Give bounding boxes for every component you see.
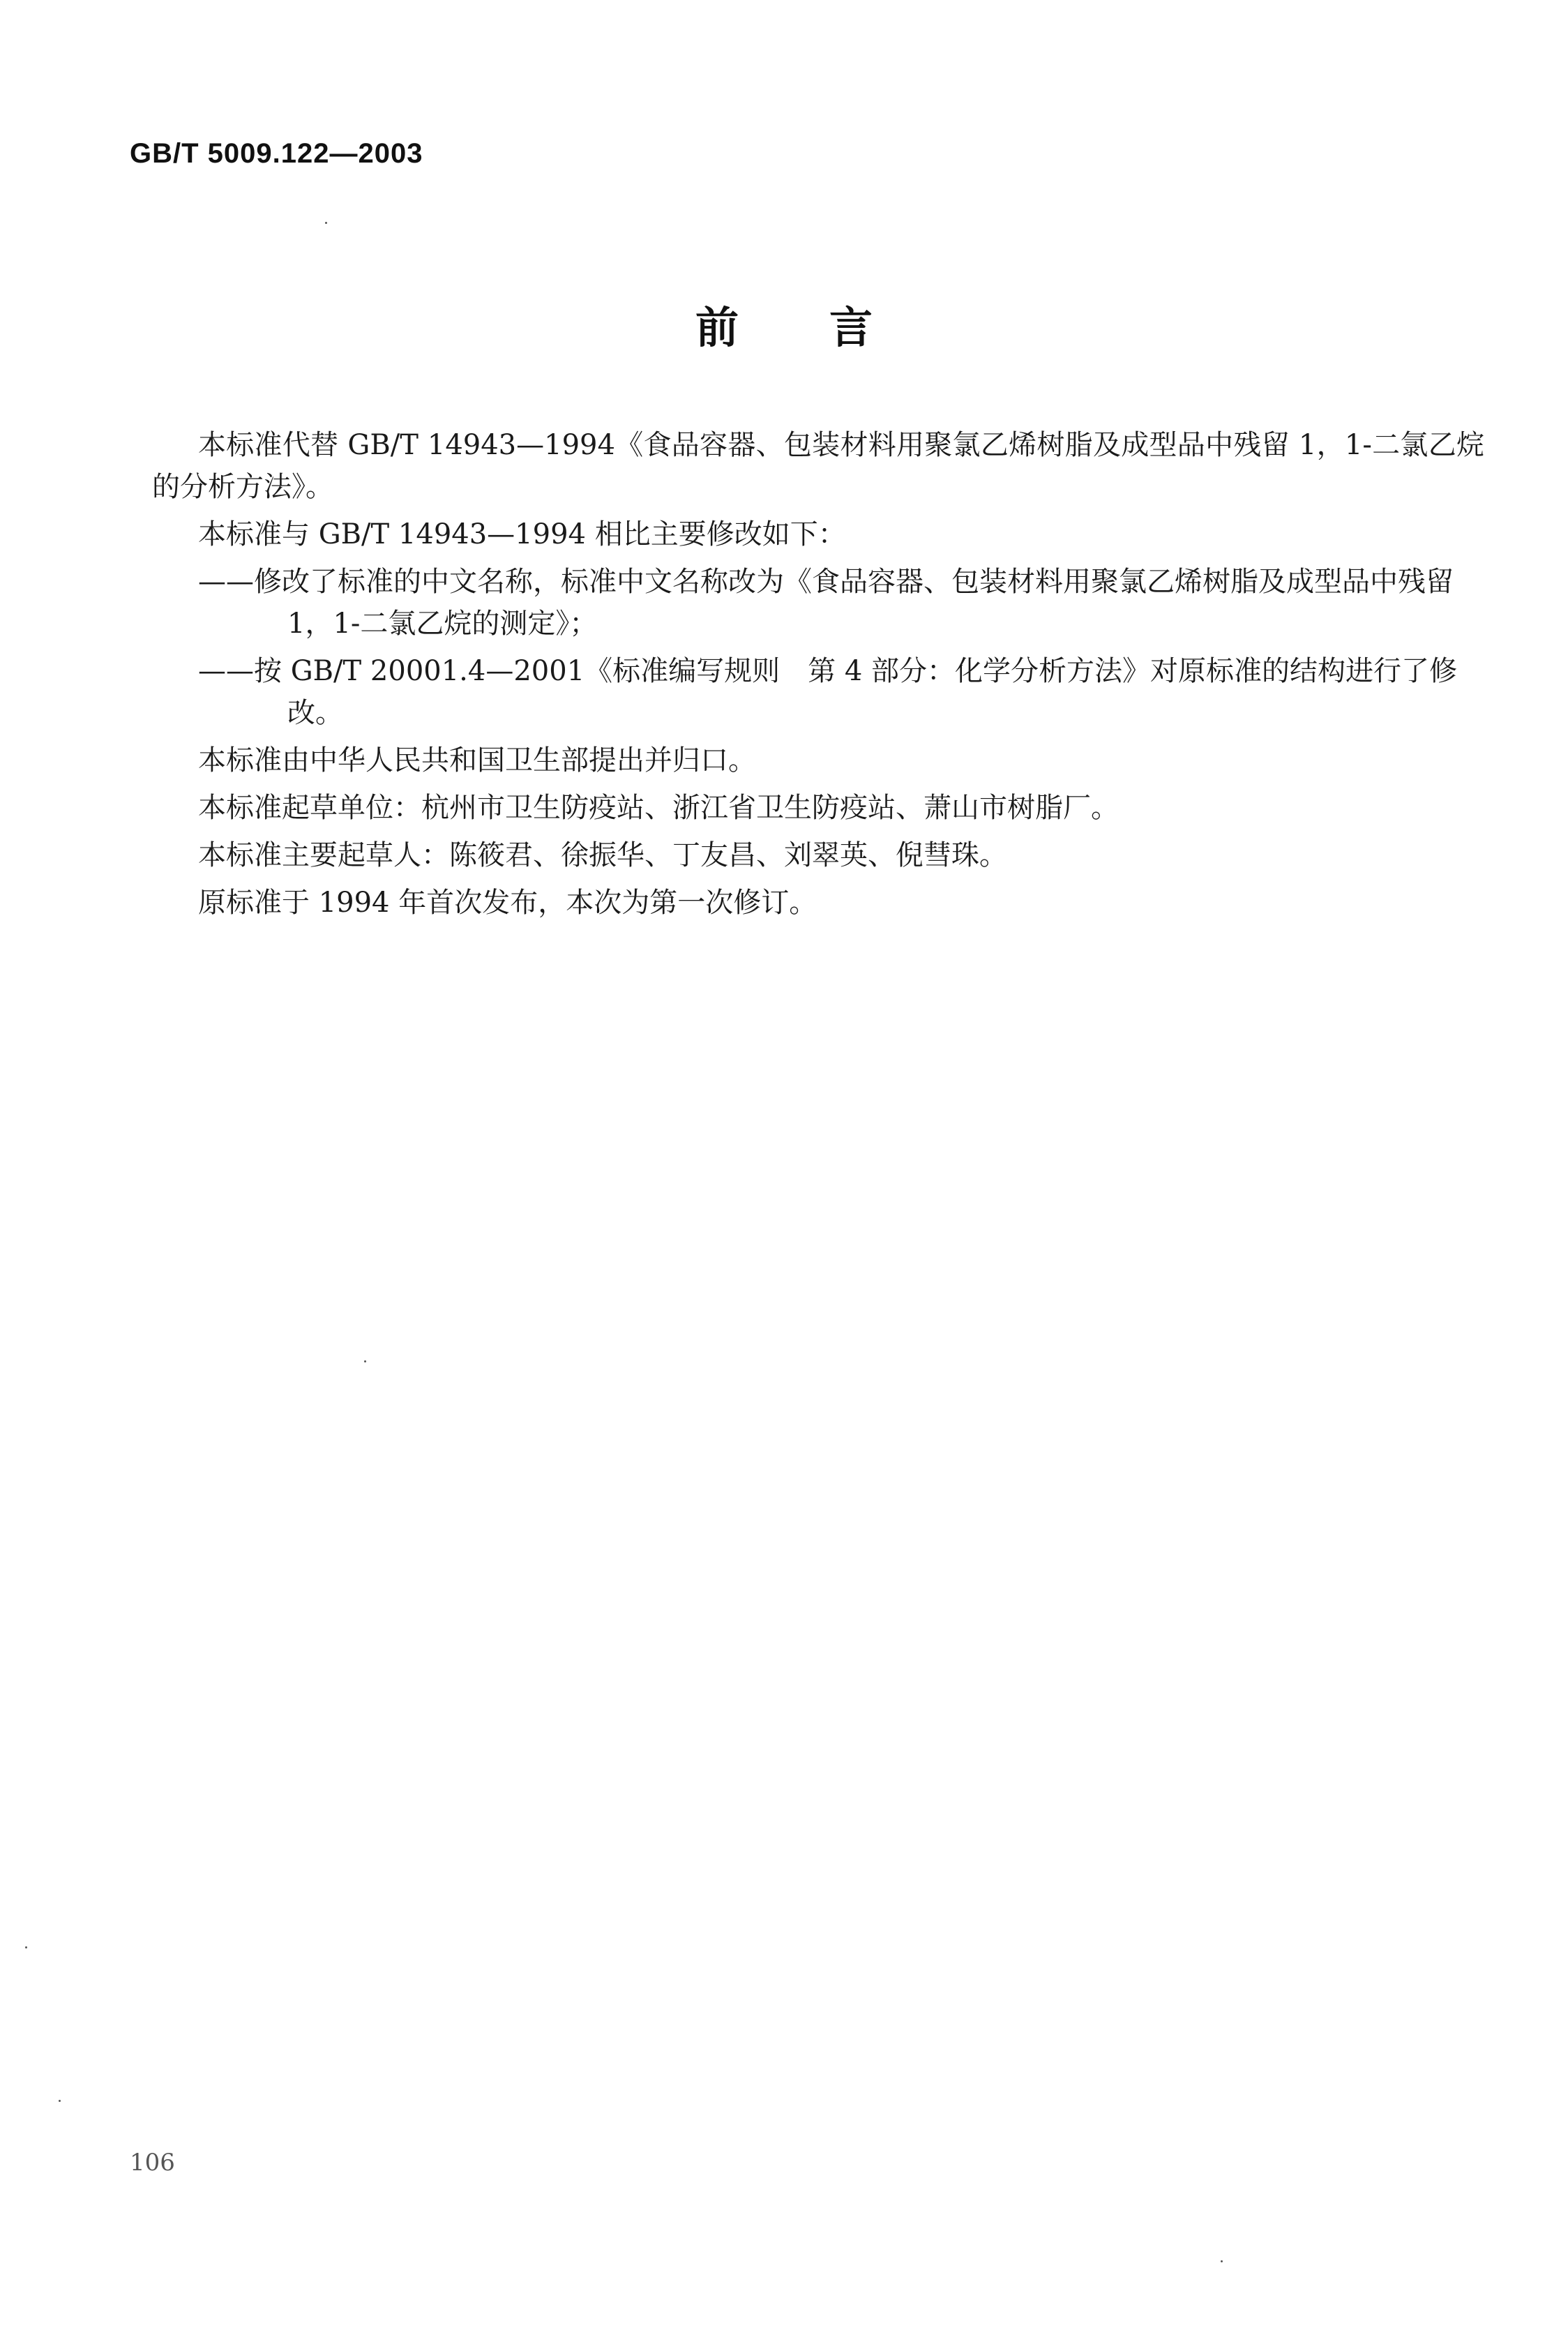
page-number: 106 [130, 2149, 175, 2177]
scan-speck [364, 1360, 366, 1362]
scan-speck [1221, 2260, 1223, 2262]
paragraph-drafting-units: 本标准起草单位：杭州市卫生防疫站、浙江省卫生防疫站、萧山市树脂厂。 [198, 792, 1119, 824]
foreword-body [152, 424, 1484, 924]
scan-speck [325, 222, 327, 224]
scan-speck [25, 1946, 27, 1948]
change-item-name: ——修改了标准的中文名称，标准中文名称改为《食品容器、包装材料用聚氯乙烯树脂及成型品中残留 1，1-二氯乙烷的测定》； [198, 566, 1454, 640]
title-char-1: 前 [695, 302, 739, 353]
title-char-2: 言 [829, 302, 873, 353]
paragraph-replacement: 本标准代替 GB/T 14943—1994《食品容器、包装材料用聚氯乙烯树脂及成型品中残留 1，1-二氯乙烷的分析方法》。 [152, 429, 1484, 503]
paragraph-drafters: 本标准主要起草人：陈筱君、徐振华、丁友昌、刘翠英、倪彗珠。 [198, 839, 1007, 871]
paragraph-changes-intro: 本标准与 GB/T 14943—1994 相比主要修改如下： [198, 518, 846, 550]
scan-speck [59, 2100, 61, 2102]
page-title [0, 293, 1568, 355]
standard-code: GB/T 5009.122—2003 [130, 138, 423, 169]
change-item-structure: ——按 GB/T 20001.4—2001《标准编写规则 第 4 部分：化学分析方法》对原标准的结构进行了修改。 [198, 655, 1458, 729]
paragraph-proposer: 本标准由中华人民共和国卫生部提出并归口。 [198, 744, 756, 776]
paragraph-history: 原标准于 1994 年首次发布，本次为第一次修订。 [198, 887, 817, 919]
